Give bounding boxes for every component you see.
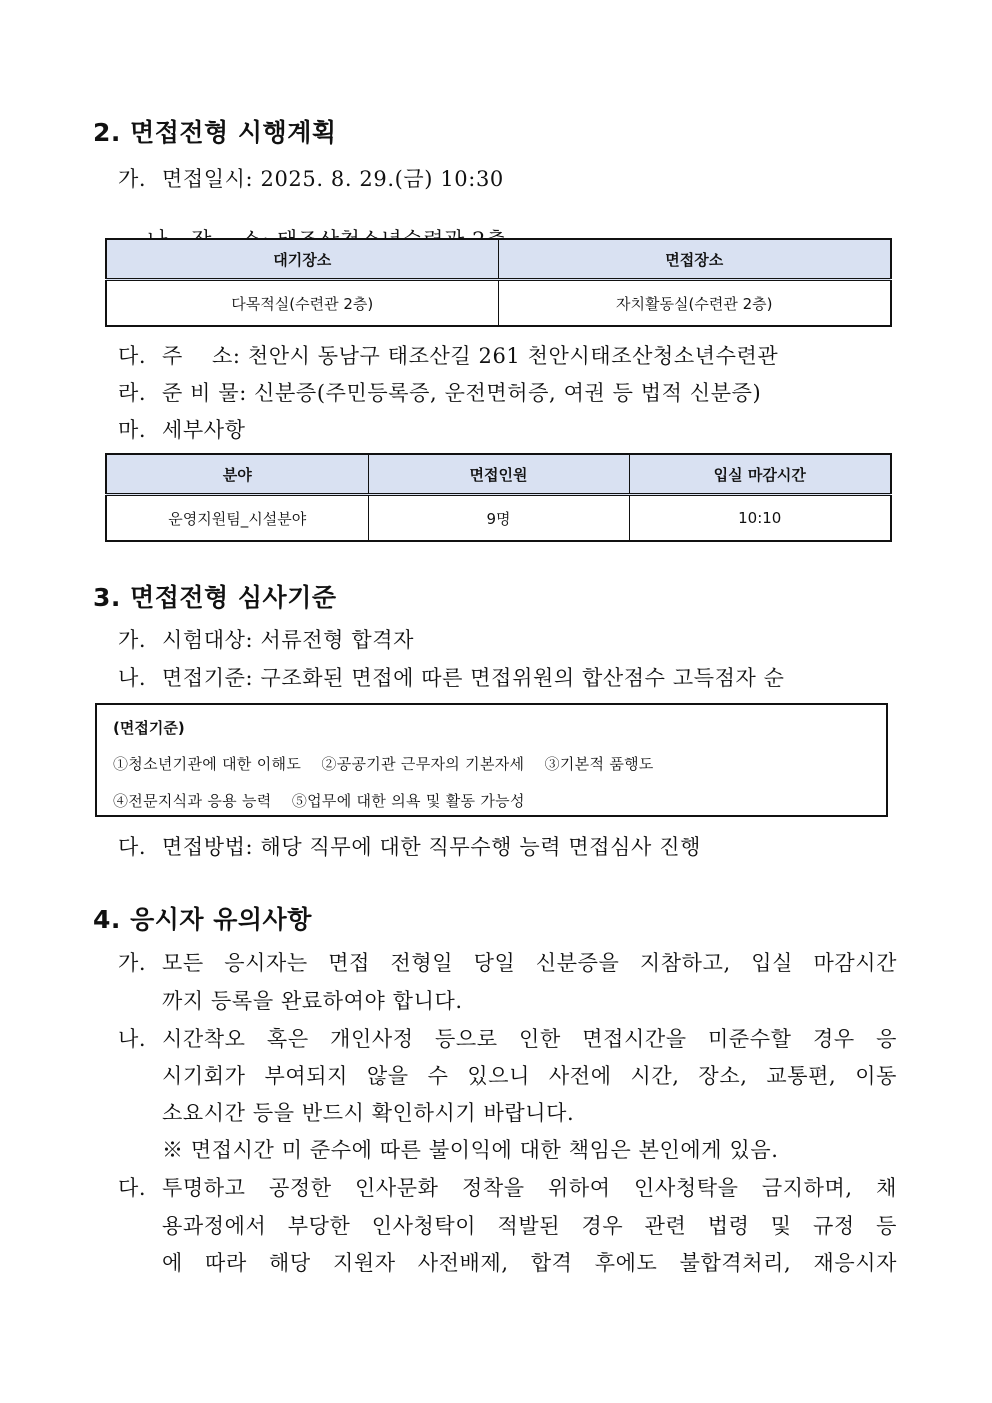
interview-criteria-line (118, 662, 785, 692)
notice-marker: 가. (118, 951, 147, 975)
notice-marker: 다. (118, 1176, 147, 1200)
table-header-row (106, 454, 891, 495)
table-row (106, 280, 891, 327)
item-marker: 라. (118, 381, 147, 405)
item-text: 면접일시: 2025. 8. 29.(금) 10:30 (162, 167, 504, 191)
item-marker: 마. (118, 418, 147, 442)
item-marker: 다. (118, 835, 147, 859)
section-4-heading: 4. 응시자 유의사항 (93, 905, 312, 934)
item-marker: 나. (118, 666, 147, 690)
details-line (118, 414, 246, 444)
item-marker: 가. (118, 628, 147, 652)
interview-method-line (118, 831, 701, 861)
table-header-cell: 면접장소 (498, 239, 891, 280)
notice-note: ※ 면접시간 미 준수에 따른 불이익에 대한 책임은 본인에게 있음. (162, 1138, 779, 1162)
item-text: 면접기준: 구조화된 면접에 따른 면접위원의 합산점수 고득점자 순 (162, 666, 785, 690)
notice-line: 소요시간 등을 반드시 확인하시기 바랍니다. (162, 1101, 575, 1125)
item-marker: 가. (118, 167, 147, 191)
item-marker: 다. (118, 344, 147, 368)
table-cell: 자치활동실(수련관 2층) (498, 280, 891, 327)
notice-line: 용과정에서 부당한 인사청탁이 적발된 경우 관련 법령 및 규정 등 (162, 1214, 897, 1238)
notice-line: 에 따라 해당 지원자 사전배제, 합격 후에도 불합격처리, 재응시자 (162, 1251, 897, 1275)
table-row (106, 495, 891, 542)
notice-line: 까지 등록을 완료하여야 합니다. (162, 989, 463, 1013)
item-text: 준 비 물: 신분증(주민등록증, 운전면허증, 여권 등 법적 신분증) (162, 381, 762, 405)
section-3-heading: 3. 면접전형 심사기준 (93, 583, 337, 612)
location-table (105, 238, 892, 327)
exam-target-line (118, 624, 414, 654)
notice-line: 투명하고 공정한 인사문화 정착을 위하여 인사청탁을 금지하며, 채 (162, 1176, 897, 1200)
table-header-cell: 대기장소 (106, 239, 498, 280)
notice-line: 모든 응시자는 면접 전형일 당일 신분증을 지참하고, 입실 마감시간 (162, 951, 897, 975)
table-header-cell: 분야 (106, 454, 368, 495)
table-cell: 10:10 (629, 495, 891, 542)
item-text: 면접방법: 해당 직무에 대한 직무수행 능력 면접심사 진행 (162, 835, 701, 859)
table-header-cell: 입실 마감시간 (629, 454, 891, 495)
criteria-box (95, 703, 888, 817)
notice-marker: 나. (118, 1027, 147, 1051)
address-line (118, 340, 778, 370)
criteria-box-line: ④전문지식과 응용 능력 ⑤업무에 대한 의욕 및 활동 가능성 (113, 792, 525, 810)
notice-line: 시기회가 부여되지 않을 수 있으니 사전에 시간, 장소, 교통편, 이동 (162, 1064, 897, 1088)
table-cell: 다목적실(수련관 2층) (106, 280, 498, 327)
schedule-date-line (118, 163, 504, 193)
materials-line (118, 377, 761, 407)
table-header-cell: 면접인원 (368, 454, 629, 495)
item-text: 세부사항 (162, 418, 246, 442)
criteria-box-line: ①청소년기관에 대한 이해도 ②공공기관 근무자의 기본자세 ③기본적 품행도 (113, 755, 654, 773)
table-cell: 9명 (368, 495, 629, 542)
table-header-row (106, 239, 891, 280)
item-text: 시험대상: 서류전형 합격자 (162, 628, 414, 652)
details-table (105, 453, 892, 542)
section-2-heading: 2. 면접전형 시행계획 (93, 118, 337, 147)
notice-line: 시간착오 혹은 개인사정 등으로 인한 면접시간을 미준수할 경우 응 (162, 1027, 897, 1051)
criteria-box-title: (면접기준) (113, 719, 185, 737)
item-text: 주 소: 천안시 동남구 태조산길 261 천안시태조산청소년수련관 (162, 344, 779, 368)
table-cell: 운영지원팀_시설분야 (106, 495, 368, 542)
